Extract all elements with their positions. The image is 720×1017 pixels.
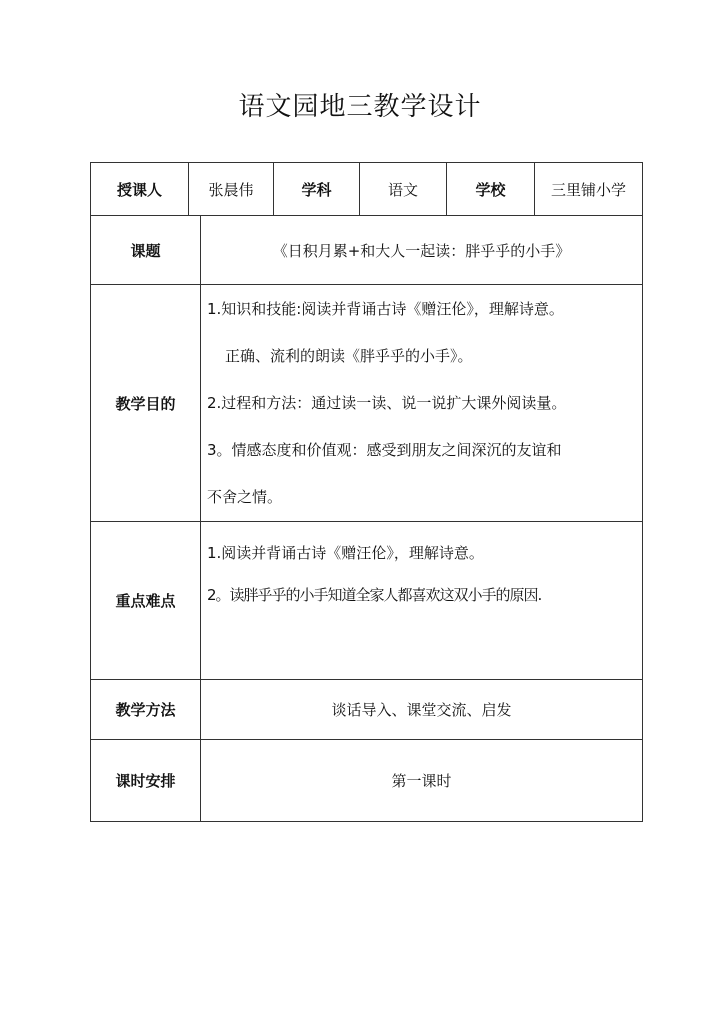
objective-line: 3。情感态度和价值观：感受到朋友之间深沉的友谊和: [207, 440, 562, 459]
header-row: [91, 163, 643, 216]
school-label: 学校: [447, 163, 535, 216]
methods-label: 教学方法: [91, 680, 201, 740]
objective-line: 1.知识和技能:阅读并背诵古诗《赠汪伦》，理解诗意。: [207, 299, 564, 318]
schedule-value: 第一课时: [201, 740, 643, 822]
topic-label: 课题: [91, 216, 201, 285]
document-title: 语文园地三教学设计: [238, 92, 482, 122]
topic-row: [91, 216, 643, 285]
objective-line: 2.过程和方法：通过读一读、说一说扩大课外阅读量。: [207, 393, 567, 412]
key-points-row: [91, 522, 643, 680]
teacher-label: 授课人: [91, 163, 189, 216]
key-points-content: [201, 522, 643, 680]
objectives-content: [201, 285, 643, 522]
schedule-label: 课时安排: [91, 740, 201, 822]
objectives-label: 教学目的: [91, 285, 201, 522]
objective-line: 不舍之情。: [207, 487, 283, 506]
key-point-line: 1.阅读并背诵古诗《赠汪伦》，理解诗意。: [207, 544, 484, 562]
lesson-plan-table: [90, 162, 643, 822]
key-points-label: 重点难点: [91, 522, 201, 680]
teacher-value: 张晨伟: [189, 163, 274, 216]
schedule-row: [91, 740, 643, 822]
methods-row: [91, 680, 643, 740]
topic-value: 《日积月累+和大人一起读：胖乎乎的小手》: [201, 216, 643, 285]
objectives-row: [91, 285, 643, 522]
methods-value: 谈话导入、课堂交流、启发: [201, 680, 643, 740]
school-value: 三里铺小学: [535, 163, 643, 216]
key-point-line: 2。读胖乎乎的小手知道全家人都喜欢这双小手的原因.: [207, 586, 542, 604]
objective-line: 正确、流利的朗读《胖乎乎的小手》。: [225, 346, 473, 365]
subject-label: 学科: [274, 163, 360, 216]
subject-value: 语文: [360, 163, 447, 216]
